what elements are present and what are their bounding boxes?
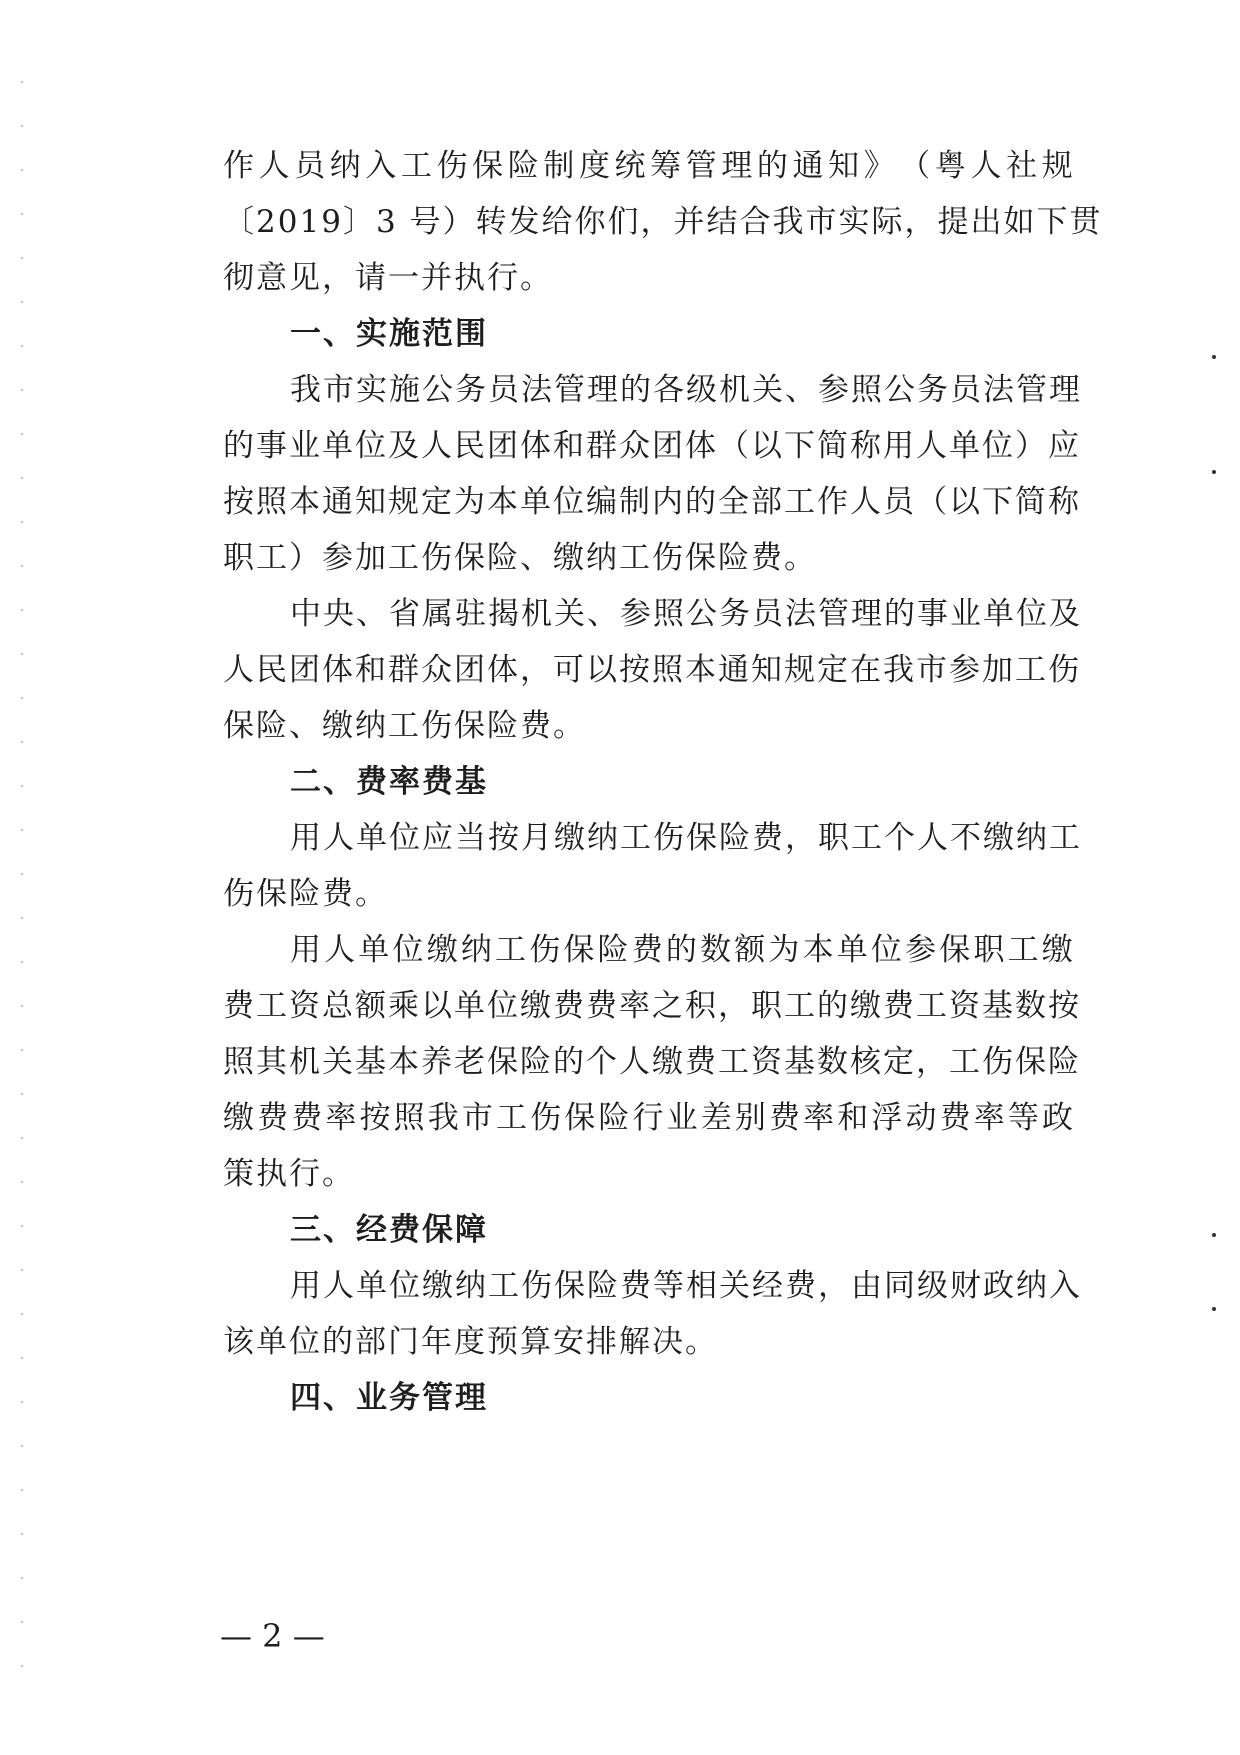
scan-speck	[1212, 355, 1216, 359]
text-line: 用 人 单 位 缴 纳 工 伤 保 险 费 的 数 额 为 本 单 位 参 保 职 工 缴	[290, 932, 1075, 968]
text-line: 中 央 、 省 属 驻 揭 机 关 、 参 照 公 务 员 法 管 理 的 事 业 单 位 及	[290, 596, 1082, 632]
text-line: 保险、缴纳工伤保险费。	[223, 708, 586, 744]
text-line: 用 人 单 位 缴 纳 工 伤 保 险 费 等 相 关 经 费 ， 由 同 级 财 政 纳 入	[290, 1268, 1082, 1304]
text-line: 我 市 实 施 公 务 员 法 管 理 的 各 级 机 关 、 参 照 公 务 员 法 管 理	[290, 372, 1082, 408]
section-heading: 四、业务管理	[290, 1380, 488, 1416]
section-heading: 二、费率费基	[290, 764, 488, 800]
section-heading: 一、实施范围	[290, 316, 488, 352]
text-line: 该单位的部门年度预算安排解决。	[223, 1324, 718, 1360]
text-line: 作 人 员 纳 入 工 伤 保 险 制 度 统 筹 管 理 的 通 知 》 （ 粤 人 社 规	[223, 148, 1075, 184]
text-line: 人 民 团 体 和 群 众 团 体 ， 可 以 按 照 本 通 知 规 定 在 我 市 参 加 工 伤	[223, 652, 1081, 688]
text-line: 彻意见，请一并执行。	[223, 260, 553, 296]
text-line: 伤保险费。	[223, 876, 388, 912]
text-line: 职工）参加工伤保险、缴纳工伤保险费。	[223, 540, 817, 576]
text-line: 〔 2 0 1 9 〕 3 号 ） 转 发 给 你 们 ， 并 结 合 我 市 实 际 ， 提 出 如 下 贯	[223, 204, 1103, 240]
scan-speck	[1212, 470, 1216, 474]
text-line: 用 人 单 位 应 当 按 月 缴 纳 工 伤 保 险 费 ， 职 工 个 人 不 缴 纳 工	[290, 820, 1082, 856]
text-line: 费 工 资 总 额 乘 以 单 位 缴 费 费 率 之 积 ， 职 工 的 缴 费 工 资 基 数 按	[223, 988, 1081, 1024]
text-line: 策执行。	[223, 1156, 355, 1192]
scan-speck	[1212, 1233, 1216, 1237]
text-line: 按 照 本 通 知 规 定 为 本 单 位 编 制 内 的 全 部 工 作 人 员 （ 以 下 简 称	[223, 484, 1081, 520]
text-line: 缴 费 费 率 按 照 我 市 工 伤 保 险 行 业 差 别 费 率 和 浮 动 费 率 等 政	[223, 1100, 1075, 1136]
text-line: 照 其 机 关 基 本 养 老 保 险 的 个 人 缴 费 工 资 基 数 核 定 ， 工 伤 保 险	[223, 1044, 1081, 1080]
page-number: — 2 —	[220, 1617, 325, 1655]
text-line: 的 事 业 单 位 及 人 民 团 体 和 群 众 团 体 （ 以 下 简 称 用 人 单 位 ） 应	[223, 428, 1081, 464]
section-heading: 三、经费保障	[290, 1212, 488, 1248]
scan-speck	[1212, 1307, 1216, 1311]
binding-margin-dots	[18, 60, 26, 1700]
